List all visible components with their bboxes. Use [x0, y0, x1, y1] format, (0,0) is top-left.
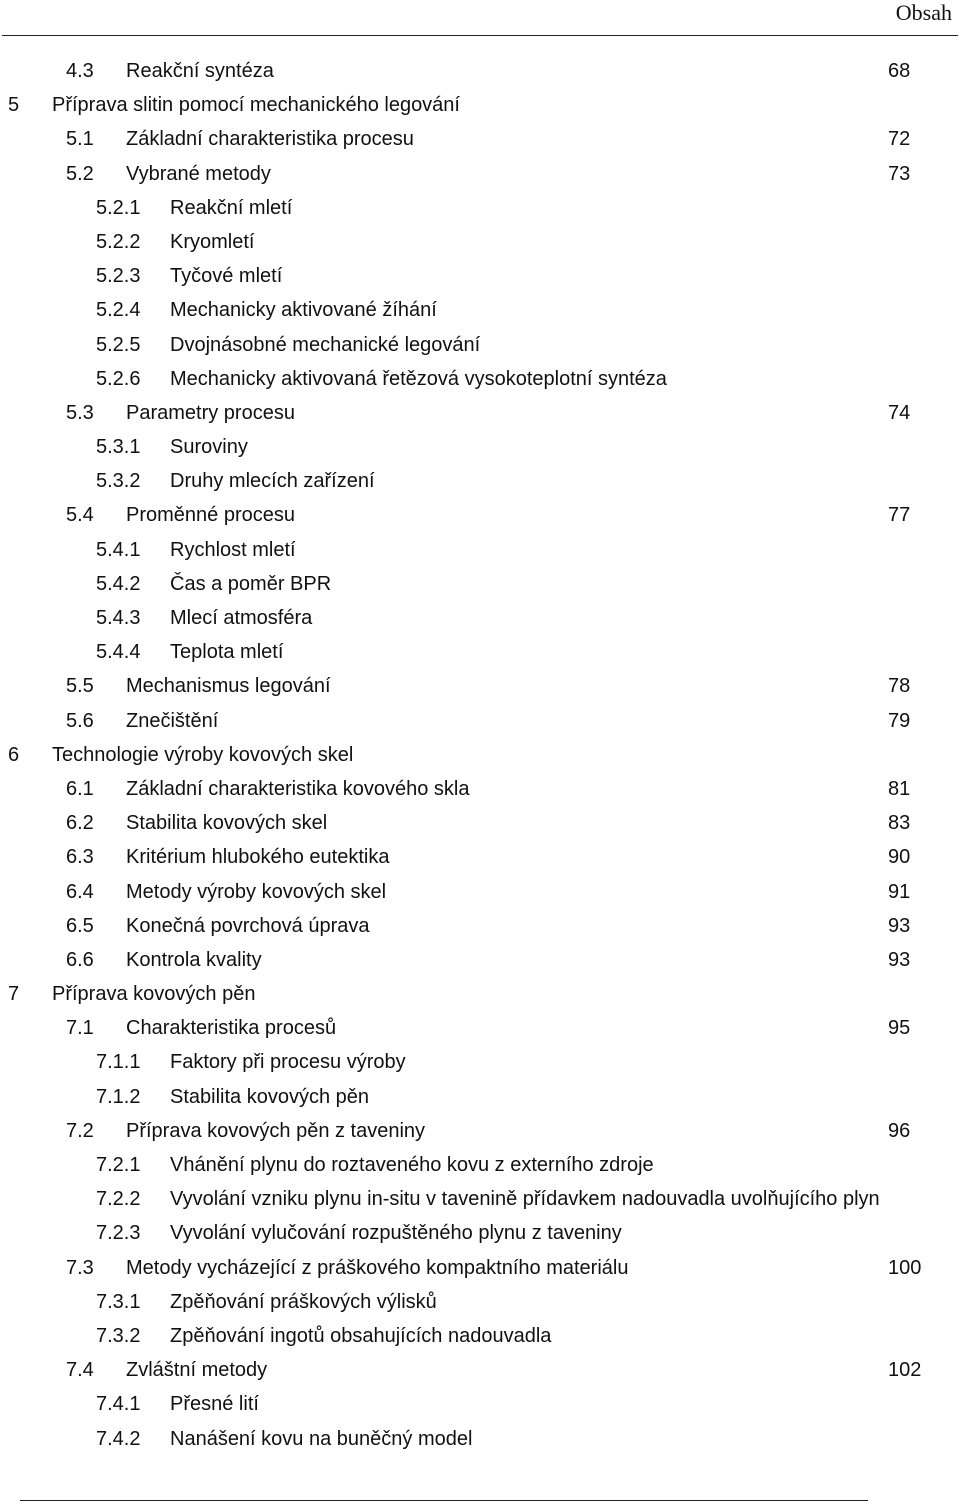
toc-entry[interactable] [0, 1387, 960, 1421]
toc-entry-title[interactable]: Příprava kovových pěn [52, 983, 256, 1006]
toc-entry-title[interactable]: Faktory při procesu výroby [170, 1051, 406, 1074]
toc-entry[interactable] [0, 88, 960, 122]
toc-entry-number: 5.2.4 [96, 299, 141, 322]
toc-entry[interactable] [0, 1182, 960, 1216]
toc-entry-title[interactable]: Zpěňování práškových výlisků [170, 1290, 437, 1313]
toc-entry-number: 7.1.2 [96, 1085, 141, 1108]
toc-entry[interactable] [0, 1251, 960, 1285]
toc-entry-page-number: 90 [888, 846, 911, 869]
toc-entry[interactable] [0, 1285, 960, 1319]
toc-entry-title[interactable]: Metody výroby kovových skel [126, 880, 387, 903]
toc-entry-title[interactable]: Znečištění [126, 709, 219, 732]
toc-entry-number: 5.5 [66, 675, 94, 698]
toc-entry-page-number: 91 [888, 880, 911, 903]
toc-entry[interactable] [0, 635, 960, 669]
toc-entry[interactable] [0, 225, 960, 259]
toc-entry[interactable] [0, 738, 960, 772]
toc-entry-number: 5.3 [66, 401, 94, 424]
toc-entry[interactable] [0, 464, 960, 498]
toc-entry[interactable] [0, 875, 960, 909]
toc-entry[interactable] [0, 1080, 960, 1114]
toc-entry-number: 6.4 [66, 880, 94, 903]
toc-entry[interactable] [0, 1319, 960, 1353]
toc-entry-title[interactable]: Stabilita kovových pěn [170, 1085, 370, 1108]
toc-entry-title[interactable]: Suroviny [170, 436, 248, 459]
toc-entry-title[interactable]: Dvojnásobné mechanické legování [170, 333, 481, 356]
toc-entry[interactable] [0, 1011, 960, 1045]
toc-entry-title[interactable]: Zpěňování ingotů obsahujících nadouvadla [170, 1324, 552, 1347]
toc-entry-page-number: 72 [888, 128, 911, 151]
toc-entry-page-number: 100 [888, 1256, 922, 1279]
toc-entry-number: 5.2.1 [96, 196, 141, 219]
toc-entry[interactable] [0, 498, 960, 532]
toc-entry-number: 6.1 [66, 777, 94, 800]
toc-entry-number: 6.5 [66, 914, 94, 937]
toc-entry-title[interactable]: Kryomletí [170, 230, 255, 253]
toc-entry[interactable] [0, 191, 960, 225]
toc-entry[interactable] [0, 54, 960, 88]
toc-entry-title[interactable]: Mechanicky aktivovaná řetězová vysokoteplotní syntéza [170, 367, 667, 390]
toc-entry-title[interactable]: Přesné lití [170, 1393, 259, 1416]
toc-entry-title[interactable]: Zvláštní metody [126, 1359, 268, 1382]
toc-entry[interactable] [0, 567, 960, 601]
toc-entry-page-number: 78 [888, 675, 911, 698]
toc-entry[interactable] [0, 601, 960, 635]
toc-entry-title[interactable]: Stabilita kovových skel [126, 812, 328, 835]
toc-entry[interactable] [0, 840, 960, 874]
toc-entry-number: 5.4.3 [96, 607, 141, 629]
toc-entry-title[interactable]: Reakční mletí [170, 196, 293, 219]
toc-entry[interactable] [0, 669, 960, 703]
toc-entry-page-number: 79 [888, 709, 911, 732]
toc-entry-title[interactable]: Metody vycházející z práškového kompaktního materiálu [126, 1256, 629, 1279]
toc-entry-title[interactable]: Mlecí atmosféra [170, 607, 313, 629]
toc-entry[interactable] [0, 1353, 960, 1387]
toc-entry-number: 7.3 [66, 1256, 94, 1279]
toc-entry[interactable] [0, 259, 960, 293]
page-title: Obsah [895, 0, 952, 25]
toc-entry-number: 5.4 [66, 504, 94, 527]
toc-entry-page-number: 77 [888, 504, 911, 527]
toc-entry-number: 6 [8, 743, 20, 766]
toc-entry-number: 7.2 [66, 1119, 94, 1142]
toc-entry[interactable] [0, 430, 960, 464]
toc-entry-title[interactable]: Proměnné procesu [126, 504, 295, 527]
toc-entry-page-number: 93 [888, 948, 911, 971]
toc-entry-title[interactable]: Vybrané metody [126, 162, 271, 185]
toc-entry-title[interactable]: Základní charakteristika procesu [126, 128, 414, 151]
toc-entry-page-number: 102 [888, 1359, 922, 1382]
toc-entry-title[interactable]: Vhánění plynu do roztaveného kovu z externího zdroje [170, 1154, 654, 1176]
toc-entry-title[interactable]: Tyčové mletí [170, 265, 283, 288]
toc-entry-number: 6.2 [66, 812, 94, 835]
toc-entry-title[interactable]: Reakční syntéza [126, 60, 274, 82]
toc-entry-title[interactable]: Mechanismus legování [126, 675, 331, 698]
toc-entry[interactable] [0, 1148, 960, 1182]
toc-entry[interactable] [0, 396, 960, 430]
toc-entry-title[interactable]: Příprava slitin pomocí mechanického legování [52, 94, 460, 117]
toc-entry-page-number: 95 [888, 1017, 911, 1040]
toc-entry[interactable] [0, 533, 960, 567]
toc-entry[interactable] [0, 1114, 960, 1148]
toc-entry[interactable] [0, 1422, 960, 1456]
toc-entry-number: 5.4.1 [96, 538, 141, 561]
toc-entry-title[interactable]: Základní charakteristika kovového skla [126, 777, 470, 800]
toc-entry[interactable] [0, 122, 960, 156]
toc-entry[interactable] [0, 909, 960, 943]
toc-entry-number: 5.1 [66, 128, 94, 151]
toc-entry-number: 6.3 [66, 846, 94, 869]
toc-entry[interactable] [0, 1045, 960, 1079]
toc-entry-number: 5.3.1 [96, 436, 141, 459]
toc-entry-title[interactable]: Rychlost mletí [170, 538, 296, 561]
toc-entry[interactable] [0, 293, 960, 327]
toc-entry-number: 7.2.3 [96, 1222, 141, 1245]
toc-entry-number: 7.3.1 [96, 1290, 141, 1313]
toc-entry[interactable] [0, 806, 960, 840]
toc-entry-number: 7.2.1 [96, 1154, 141, 1176]
toc-entry-title[interactable]: Technologie výroby kovových skel [52, 743, 354, 766]
toc-entry-number: 5.2.6 [96, 367, 141, 390]
toc-entry-number: 7.2.2 [96, 1188, 141, 1211]
toc-entry-number: 6.6 [66, 948, 94, 971]
toc-entry-title[interactable]: Příprava kovových pěn z taveniny [126, 1119, 426, 1142]
toc-entry[interactable] [0, 977, 960, 1011]
toc-entry[interactable] [0, 362, 960, 396]
toc-entry-page-number: 96 [888, 1119, 911, 1142]
toc-entry[interactable] [0, 157, 960, 191]
toc-entry[interactable] [0, 328, 960, 362]
toc-entry-title[interactable]: Charakteristika procesů [126, 1017, 337, 1040]
header-divider [2, 35, 958, 36]
toc-entry[interactable] [0, 772, 960, 806]
toc-entry-title[interactable]: Čas a poměr BPR [170, 572, 332, 595]
toc-entry-page-number: 73 [888, 162, 911, 185]
toc-entry-number: 7.4.2 [96, 1427, 141, 1450]
toc-entry-number: 7 [8, 983, 20, 1006]
toc-entry-title[interactable]: Konečná povrchová úprava [126, 914, 370, 937]
toc-entry-title[interactable]: Druhy mlecích zařízení [170, 470, 375, 493]
toc-entry-page-number: 68 [888, 60, 911, 82]
toc-entry-title[interactable]: Parametry procesu [126, 401, 295, 424]
toc-entry-title[interactable]: Kritérium hlubokého eutektika [126, 846, 390, 869]
toc-entry-number: 5.2.3 [96, 265, 141, 288]
toc-entry-page-number: 83 [888, 812, 911, 835]
toc-entry-title[interactable]: Kontrola kvality [126, 948, 262, 971]
toc-entry-number: 5.6 [66, 709, 94, 732]
toc-entry-number: 5.2.2 [96, 230, 141, 253]
toc-entry-number: 5.2 [66, 162, 94, 185]
toc-entry-title[interactable]: Vyvolání vylučování rozpuštěného plynu z taveniny [170, 1222, 622, 1245]
toc-entry-page-number: 93 [888, 914, 911, 937]
toc-entry-number: 4.3 [66, 60, 94, 82]
toc-entry-title[interactable]: Mechanicky aktivované žíhání [170, 299, 437, 322]
toc-entry-number: 7.3.2 [96, 1324, 141, 1347]
toc-entry-title[interactable]: Nanášení kovu na buněčný model [170, 1427, 473, 1450]
toc-entry-number: 7.4 [66, 1359, 94, 1382]
footer-divider [20, 1500, 868, 1501]
toc-entry-page-number: 81 [888, 777, 911, 800]
toc-entry-title[interactable]: Teplota mletí [170, 641, 284, 664]
toc-entry-title[interactable]: Vyvolání vzniku plynu in-situ v tavenině přídavkem nadouvadla uvolňujícího plyn [170, 1188, 880, 1211]
toc-entry[interactable] [0, 1216, 960, 1250]
toc-entry-number: 5.4.4 [96, 641, 141, 664]
toc-entry-number: 7.4.1 [96, 1393, 141, 1416]
table-of-contents [0, 54, 960, 1456]
toc-entry-number: 5.2.5 [96, 333, 141, 356]
toc-entry-number: 5.3.2 [96, 470, 141, 493]
toc-entry-number: 5 [8, 94, 20, 117]
toc-entry-number: 5.4.2 [96, 572, 141, 595]
toc-entry-number: 7.1.1 [96, 1051, 141, 1074]
toc-entry-number: 7.1 [66, 1017, 94, 1040]
toc-entry[interactable] [0, 943, 960, 977]
toc-entry-page-number: 74 [888, 401, 911, 424]
toc-entry[interactable] [0, 704, 960, 738]
